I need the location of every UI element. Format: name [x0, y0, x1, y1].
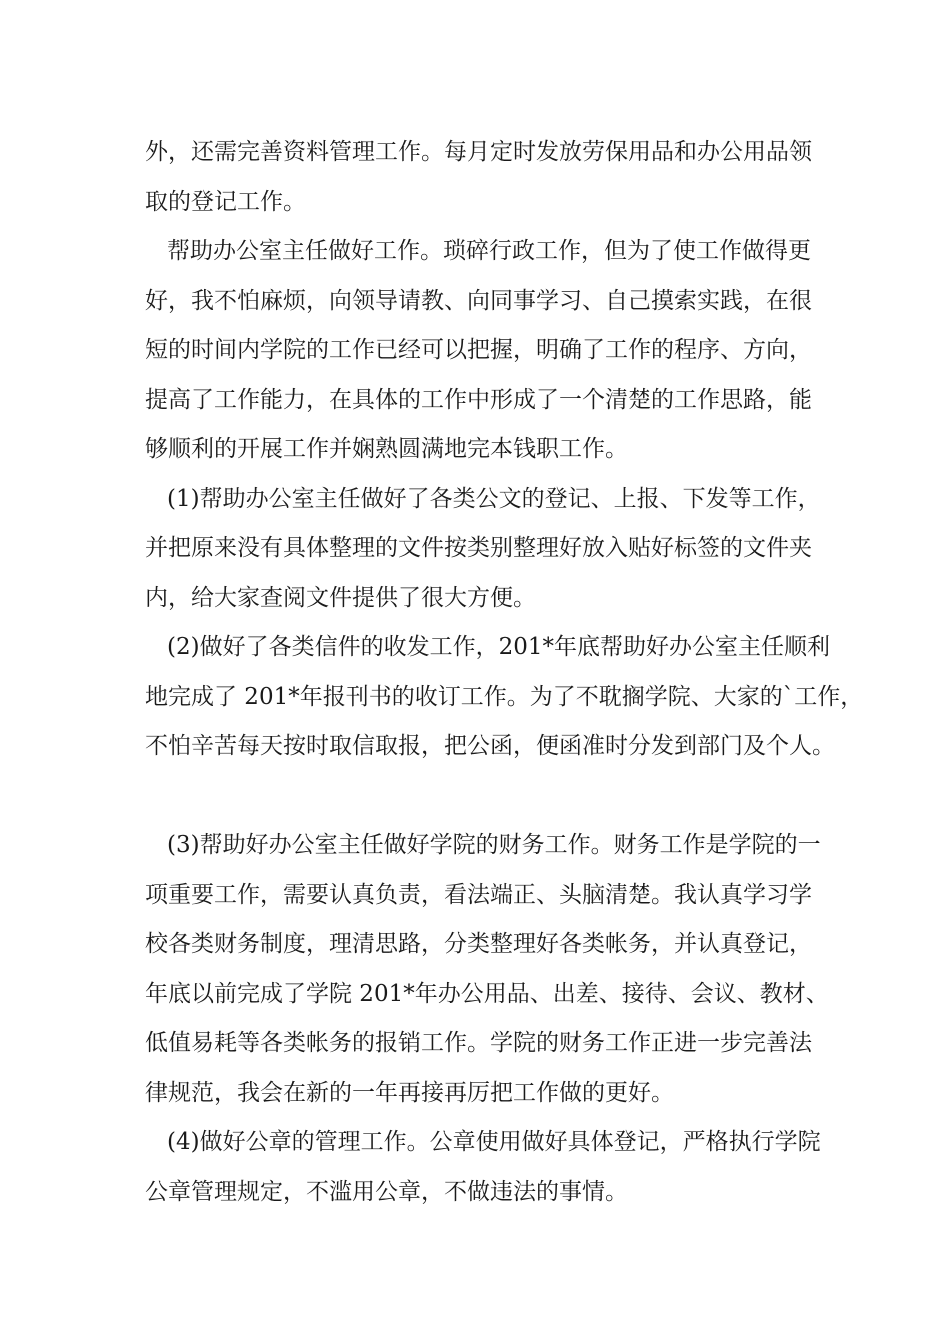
text-line: 并把原来没有具体整理的文件按类别整理好放入贴好标签的文件夹 — [145, 535, 812, 561]
paragraph-6 — [145, 1118, 825, 1217]
text-line: 短的时间内学院的工作已经可以把握，明确了工作的程序、方向， — [145, 337, 812, 363]
text-line: (1)帮助办公室主任做好了各类公文的登记、上报、下发等工作， — [167, 485, 821, 512]
text-line: 好，我不怕麻烦，向领导请教、向同事学习、自己摸索实践，在很 — [145, 287, 812, 314]
text-line: (4)做好公章的管理工作。公章使用做好具体登记，严格执行学院 — [167, 1129, 821, 1155]
text-line: 内，给大家查阅文件提供了很大方便。 — [145, 584, 536, 611]
text-line: 不怕辛苦每天按时取信取报，把公函，便函准时分发到部门及个人。 — [145, 733, 835, 759]
document-body — [145, 128, 864, 1217]
text-line: 年底以前完成了学院 201*年办公用品、出差、接待、会议、教材、 — [145, 980, 829, 1007]
paragraph-4 — [145, 623, 864, 772]
text-line: 提高了工作能力，在具体的工作中形成了一个清楚的工作思路，能 — [145, 386, 812, 413]
text-line: 项重要工作，需要认真负责，看法端正、头脑清楚。我认真学习学 — [145, 881, 812, 908]
text-line: (2)做好了各类信件的收发工作，201*年底帮助好办公室主任顺利 — [167, 634, 830, 660]
text-line: 够顺利的开展工作并娴熟圆满地完本钱职工作。 — [145, 436, 628, 462]
text-line: 律规范，我会在新的一年再接再厉把工作做的更好。 — [145, 1079, 674, 1106]
paragraph-1 — [145, 128, 825, 227]
text-line: 公章管理规定，不滥用公章，不做违法的事情。 — [145, 1178, 628, 1205]
text-line: 校各类财务制度，理清思路，分类整理好各类帐务，并认真登记， — [145, 931, 812, 957]
text-line: 帮助办公室主任做好工作。琐碎行政工作，但为了使工作做得更 — [167, 238, 811, 264]
text-line: 地完成了 201*年报刊书的收订工作。为了不耽搁学院、大家的`工作， — [145, 683, 864, 710]
text-line: 外，还需完善资料管理工作。每月定时发放劳保用品和办公用品领 — [145, 139, 812, 165]
paragraph-2 — [145, 227, 825, 475]
text-line: (3)帮助好办公室主任做好学院的财务工作。财务工作是学院的一 — [167, 832, 821, 858]
blank-line — [145, 772, 825, 822]
text-line: 取的登记工作。 — [145, 188, 306, 215]
paragraph-5 — [145, 821, 829, 1118]
paragraph-3 — [145, 475, 825, 624]
text-line: 低值易耗等各类帐务的报销工作。学院的财务工作正进一步完善法 — [145, 1030, 812, 1056]
